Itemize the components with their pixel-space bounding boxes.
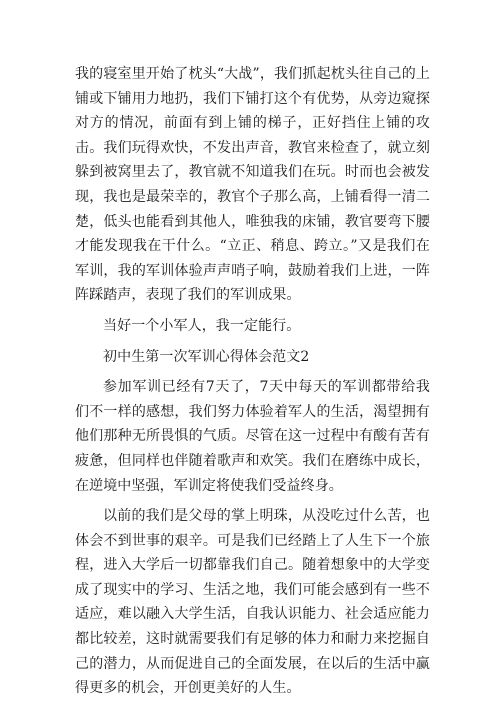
paragraph-seven-days: 参加军训已经有7天了，7天中每天的军训都带给我们不一样的感想，我们努力体验着军人的生活，渴望拥有他们那种无所畏惧的气质。尽管在这一过程中有酸有苦有疲惫，但同样也伴随着歌声和欢笑。我们在磨练中成长，在逆境中坚强，军训定将使我们受益终身。 [75, 379, 430, 494]
document-body [75, 62, 430, 707]
paragraph-parents-pearl: 以前的我们是父母的掌上明珠，从没吃过什么苦，也体会不到世事的艰辛。可是我们已经踏上了人生下一个旅程，进入大学后一切都靠我们自己。随着想象中的大学变成了现实中的学习、生活之地，我们可能会感到有一些不适应，难以融入大学生活，自我认识能力、社会适应能力都比较差，这时就需要我们有足够的体力和耐力来挖掘自己的潜力，从而促进自己的全面发展，在以后的生活中赢得更多的机会，开创更美好的人生。 [75, 508, 430, 697]
paragraph-dorm-pillow-fight: 我的寝室里开始了枕头“大战”，我们抓起枕头往自己的上铺或下铺用力地扔，我们下铺打这个有优势，从旁边窥探对方的情况，前面有到上铺的梯子，正好挡住上铺的攻击。我们玩得欢快，不发出声音，教官来检查了，就立刻躲到被窝里去了，教官就不知道我们在玩。时而也会被发现，我也是最荣幸的，教官个子那么高，上铺看得一清二楚，低头也能看到其他人，唯独我的床铺，教官要弯下腰才能发现我在干什么。“立正、稍息、跨立。”又是我们在军训，我的军训体验声声哨子响，鼓励着我们上进，一阵阵踩踏声，表现了我们的军训成果。 [75, 66, 430, 304]
paragraph-little-soldier: 当好一个小军人，我一定能行。 [103, 317, 301, 334]
section-heading-sample-2: 初中生第一次军训心得体会范文2 [103, 348, 310, 365]
